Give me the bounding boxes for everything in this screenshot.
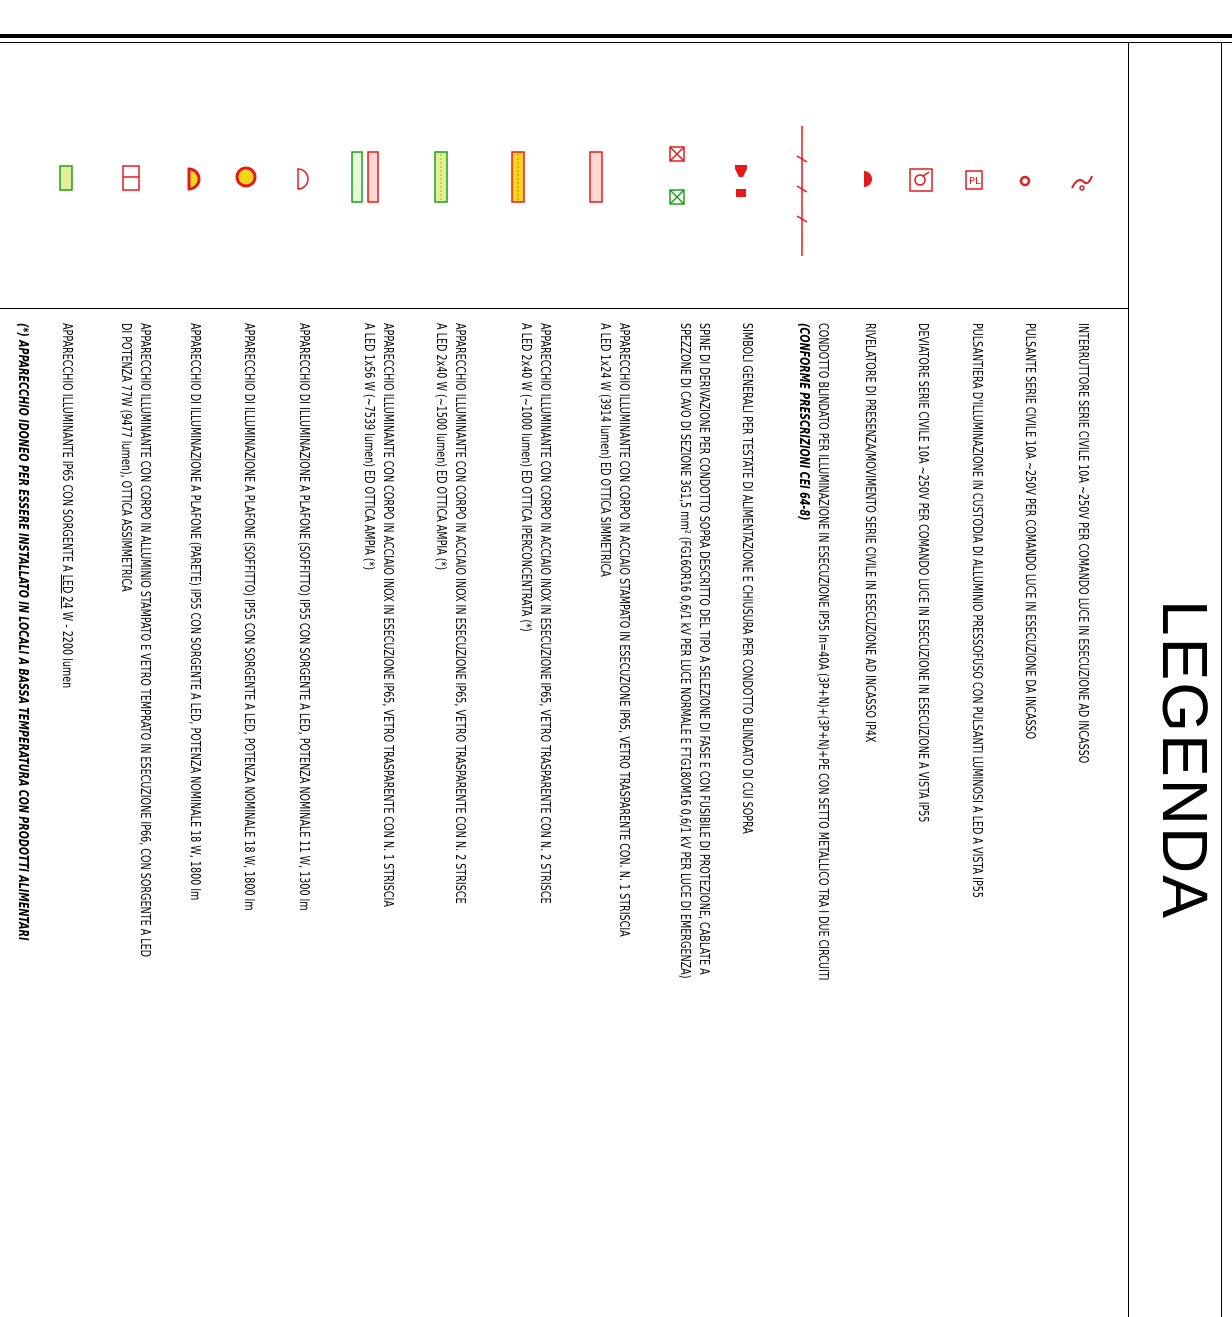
legend-item: APPARECCHIO DI ILLUMINAZIONE A PLAFONE (SOFFITTO) IP55 CON SORGENTE A LED, POTENZA NOMINALE 11 W, 1300 lm	[296, 323, 311, 911]
led-fixture-2x40-wide-icon	[434, 151, 448, 203]
legend-title: LEGENDA	[1149, 600, 1221, 920]
ip65-led-fixture-icon	[59, 165, 73, 191]
legend-item: APPARECCHIO DI ILLUMINAZIONE A PLAFONE (SOFFITTO) IP55 CON SORGENTE A LED, POTENZA NOMINALE 18 W, 1800 lm	[241, 323, 256, 911]
led-fixture-1x24-icon	[589, 151, 603, 203]
legend-item: DEVIATORE SERIE CIVILE 10A ~250V PER COMANDO LUCE IN ESECUZIONE IN ESECUZIONE A VISTA IP55	[915, 323, 930, 823]
legend-item: APPARECCHIO ILLUMINANTE CON CORPO IN ACCIAIO INOX IN ESECUZIONE IP65, VETRO TRASPARENTE CON N. 2 STRISCE A LED 2x40 W (~1000 lumen) ED OTTICA IPERCONCENTRATA (*)	[518, 323, 552, 904]
legend-item: APPARECCHIO ILLUMINANTE CON CORPO IN ACCIAIO STAMPATO IN ESECUZIONE IP65, VETRO TRASPARENTE CON. N. 1 STRISCIA A LED 1x24 W (3914 lumen) ED OTTICA SIMMETRICA	[597, 323, 631, 937]
led-fixture-2x40-narrow-icon	[511, 151, 525, 203]
deviator-symbol-icon	[909, 168, 933, 192]
legend-item: PULSANTE SERIE CIVILE 10A ~250V PER COMANDO LUCE IN ESECUZIONE DA INCASSO	[1022, 323, 1037, 740]
legend-item: CONDOTTO BLINDATO PER ILLUMINAZIONE IN ESECUZIONE IP55 In=40A (3P+N)+(3P+N)+PE CON SETTO METALLICO TRA I DUE CIRCUITI (CONFORME PRESCRIZIONI CEI 64-8)	[796, 323, 830, 981]
ceiling-lamp-11w-icon	[296, 167, 312, 191]
legend-item: INTERRUTTORE SERIE CIVILE 10A ~250V PER COMANDO LUCE IN ESECUZIONE AD INCASSO	[1075, 323, 1090, 764]
wall-lamp-18w-icon	[187, 167, 205, 191]
switch-symbol-icon	[1070, 172, 1094, 192]
legend-item: RIVELATORE DI PRESENZA/MOVIMENTO SERIE CIVILE IN ESECUZIONE AD INCASSO IP4X	[862, 323, 877, 743]
busbar-trunking-symbol-icon	[794, 126, 810, 256]
legend-footnote: (*) APPARECCHIO IDONEO PER ESSERE INSTALLATO IN LOCALI A BASSA TEMPERATURA CON PRODOTTI ALIMENTARI	[15, 323, 30, 941]
presence-detector-icon	[862, 169, 878, 189]
legend-item: APPARECCHIO ILLUMINANTE IP65 CON SORGENTE A LED 24 W - 2200 lumen	[59, 323, 74, 689]
legend-item: APPARECCHIO ILLUMINANTE CON CORPO IN ACCIAIO INOX IN ESECUZIONE IP65, VETRO TRASPARENTE CON N. 1 STRISCIA A LED 1x56 W (~7539 lumen) ED OTTICA AMPIA (*)	[361, 323, 395, 907]
legend-item: SPINE DI DERIVAZIONE PER CONDOTTO SOPRA DESCRITTO DEL TIPO A SELEZIONE DI FASE E CON FUSIBILE DI PROTEZIONE, CABLATE A SPEZZONE DI CAVO DI SEZIONE 3G1,5 mm² (FG16OR16 0,6/1 kV PER LUCE NORMALE E FTG18OM16 0,6/1 kV PER LUCE DI EMERGENZA)	[677, 323, 711, 979]
legend-item: APPARECCHIO ILLUMINANTE CON CORPO IN ALLUMINIO STAMPATO E VETRO TEMPRATO IN ESECUZIONE IP66, CON SORGENTE A LED DI POTENZA 77W (9477 lumen), OTTICA ASSIMMETRICA	[118, 323, 152, 958]
legend-item: APPARECCHIO ILLUMINANTE CON CORPO IN ACCIAIO INOX IN ESECUZIONE IP65, VETRO TRASPARENTE CON N. 2 STRISCE A LED 2x40 W (~1500 lumen) ED OTTICA AMPIA (*)	[433, 323, 467, 904]
pushbutton-symbol-icon	[1019, 175, 1031, 187]
floodlight-77w-icon	[122, 165, 140, 191]
tap-off-plug-symbol-icon	[669, 146, 685, 206]
pushbutton-panel-symbol-icon	[965, 170, 983, 190]
busbar-terminal-symbol-icon	[733, 163, 749, 199]
legend-item: SIMBOLI GENERALI PER TESTATE DI ALIMENTAZIONE E CHIUSURA PER CONDOTTO BLINDATO DI CUI SOPRA	[739, 323, 754, 834]
svg-text:PL: PL	[969, 176, 981, 187]
legend-item: PULSANTIERA D'ILLUMINAZIONE IN CUSTODIA DI ALLUMINIO PRESSOFUSO CON PULSANTI LUMINOSI A LED A VISTA IP55	[969, 323, 984, 898]
led-fixture-1x56-icon	[351, 151, 381, 203]
legend-item: APPARECCHIO DI ILLUMINAZIONE A PLAFONE (PARETE) IP55 CON SORGENTE A LED, POTENZA NOMINALE 18 W, 1800 lm	[187, 323, 202, 901]
ceiling-lamp-18w-icon	[234, 165, 258, 189]
